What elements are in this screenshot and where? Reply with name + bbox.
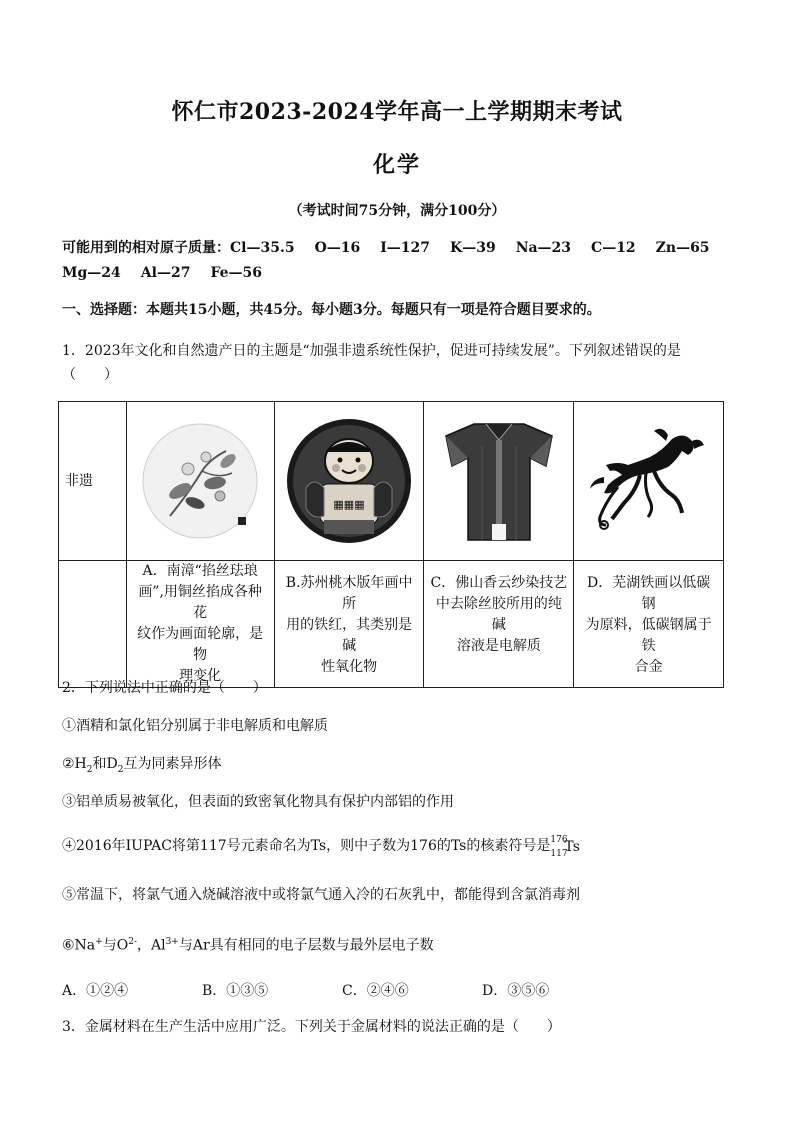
option-a-line2: 画”,用铜丝掐成各种花	[138, 584, 262, 621]
option-d-line2: 为原料，低碳钢属于铁	[585, 617, 712, 654]
option-a-line4: 理变化	[179, 668, 222, 684]
empty-label-cell	[59, 561, 127, 688]
s2-part-b: 和D	[92, 756, 118, 772]
option-b-line2: 用的铁红，其类别是碱	[286, 617, 413, 654]
q1-option-a	[126, 561, 274, 688]
q2-statement-4	[62, 835, 738, 859]
s6-sup3: 3+	[165, 937, 179, 947]
q2-choice-d: D．③⑤⑥	[482, 983, 550, 999]
mass-o: O—16	[314, 240, 361, 256]
s2-part-c: 互为同素异形体	[123, 756, 222, 772]
atomic-mass-label: 可能用到的相对原子质量：	[62, 240, 230, 256]
option-a-line1: A．南漳“掐丝珐琅	[142, 563, 258, 579]
option-c-line1: C．佛山香云纱染技艺	[430, 575, 568, 591]
flower-painting-icon	[140, 421, 260, 541]
atomic-mass-line2	[62, 263, 738, 283]
q1-option-b	[274, 561, 424, 688]
option-d-line3: 合金	[634, 659, 663, 675]
atomic-mass-line1	[62, 238, 738, 258]
s6-part-c: ，Al	[136, 937, 166, 954]
mass-fe: Fe—56	[210, 265, 263, 281]
exam-title: 怀仁市2023-2024学年高一上学期期末考试	[171, 99, 623, 125]
mass-k: K—39	[450, 240, 496, 256]
mass-zn: Zn—65	[655, 240, 710, 256]
q2-statement-1: ①酒精和氯化铝分别属于非电解质和电解质	[62, 718, 328, 734]
ts-nuclide-symbol	[550, 835, 580, 859]
q2-statement-2	[62, 754, 738, 780]
ts-atomic-number: 117	[550, 849, 568, 859]
q1-stem-line1: 1．2023年文化和自然遗产日的主题是“加强非遗系统性保护，促进可持续发展”。下列叙述错误的是	[62, 343, 681, 359]
s6-part-b: 与O	[102, 937, 129, 954]
s6-part-a: ⑥Na	[62, 937, 96, 954]
option-d-line1: D．芜湖铁画以低碳钢	[586, 575, 711, 612]
row-label: 非遗	[65, 472, 93, 489]
image-cell-d	[574, 402, 724, 561]
option-c-line2: 中去除丝胶所用的纯碱	[435, 596, 562, 633]
s2-part-a: ②H	[62, 756, 87, 772]
q2-choice-b: B．①③⑤	[202, 983, 269, 999]
image-cell-b	[274, 402, 424, 561]
s2-sub2: 2	[117, 764, 124, 775]
s6-sup2: 2-	[128, 937, 137, 947]
row-label-cell	[59, 402, 127, 561]
mass-al: Al—27	[140, 265, 191, 281]
q1-image-row	[59, 402, 724, 561]
s6-sup1: +	[95, 937, 103, 947]
option-a-line3: 纹作为画面轮廓，是物	[137, 626, 264, 663]
q3-stem: 3．金属材料在生产生活中应用广泛。下列关于金属材料的说法正确的是（ ）	[62, 1019, 561, 1035]
q2-statement-3: ③铝单质易被氧化，但表面的致密氧化物具有保护内部铝的作用	[62, 794, 454, 810]
exam-info: （考试时间75分钟，满分100分）	[288, 203, 506, 219]
section-heading: 一、选择题：本题共15小题，共45分。每小题3分。每题只有一项是符合题目要求的。	[62, 302, 601, 318]
mass-i: I—127	[380, 240, 431, 256]
silk-garment-icon	[434, 416, 564, 546]
q2-statement-6	[62, 932, 738, 956]
q1-option-c	[424, 561, 574, 688]
ts-symbol: Ts	[564, 839, 580, 855]
image-cell-c	[424, 402, 574, 561]
mass-cl: Cl—35.5	[230, 240, 295, 256]
q2-choice-c: C．②④⑥	[342, 983, 409, 999]
svg-text:▦▦▦: ▦▦▦	[333, 498, 365, 511]
s6-part-d: 与Ar具有相同的电子层数与最外层电子数	[178, 937, 434, 954]
mass-mg: Mg—24	[62, 265, 121, 281]
option-b-line1: B.苏州桃木版年画中所	[285, 575, 413, 612]
image-cell-a	[126, 402, 274, 561]
iron-horse-icon	[584, 421, 714, 541]
mass-na: Na—23	[515, 240, 572, 256]
option-c-line3: 溶液是电解质	[456, 638, 541, 654]
q1-table	[58, 401, 724, 688]
q1-option-d	[574, 561, 724, 688]
subject-title: 化学	[372, 152, 421, 178]
q2-choice-a: A．①②④	[62, 983, 129, 999]
ts-mass-number: 176	[550, 835, 568, 845]
option-b-line3: 性氧化物	[321, 659, 378, 675]
q2-stem: 2．下列说法中正确的是（ ）	[62, 680, 267, 696]
q1-option-row	[59, 561, 724, 688]
s2-sub1: 2	[86, 764, 93, 775]
new-year-print-icon	[284, 416, 414, 546]
q2-statement-5: ⑤常温下，将氯气通入烧碱溶液中或将氯气通入冷的石灰乳中，都能得到含氯消毒剂	[62, 887, 580, 903]
q1-stem-line2: （ ）	[62, 367, 118, 383]
s4-text: ④2016年IUPAC将第117号元素命名为Ts，则中子数为176的Ts的核素符号是	[62, 838, 551, 854]
mass-c: C—12	[591, 240, 636, 256]
